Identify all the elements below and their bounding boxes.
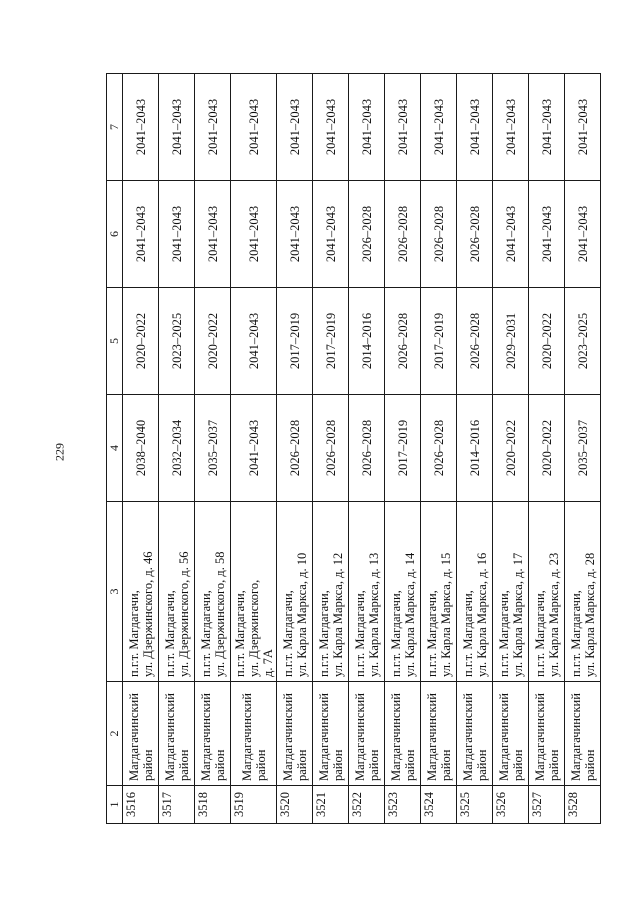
address-line: ул. Карла Маркса, д. 17 [510,552,525,677]
page-number: 229 [52,443,67,461]
period-cell-col4: 2026–2028 [349,395,385,502]
district-line: Магдагачинский [280,693,295,781]
district-line: район [474,749,489,781]
period-cell-col5: 2023–2025 [565,288,601,395]
period-cell-col7: 2041–2043 [231,74,277,181]
district-cell [159,682,195,786]
district-line: Магдагачинский [198,693,213,781]
period-cell-col5: 2017–2019 [421,288,457,395]
row-number-cell: 3521 [313,786,349,824]
table-row [421,74,457,824]
address-cell [195,502,231,682]
row-number-cell: 3520 [277,786,313,824]
address-line: п.г.т. Магдагачи, [280,590,295,677]
column-header-2: 2 [107,682,123,786]
district-line: район [330,749,345,781]
table-row [493,74,529,824]
row-number-cell: 3525 [457,786,493,824]
district-cell [277,682,313,786]
period-cell-col6: 2041–2043 [231,181,277,288]
district-line: район [510,749,525,781]
period-cell-col6: 2041–2043 [565,181,601,288]
address-line: ул. Карла Маркса, д. 10 [294,552,309,677]
period-cell-col4: 2020–2022 [493,395,529,502]
address-line: ул. Дзержинского, д. 46 [140,551,155,677]
column-header-5: 5 [107,288,123,395]
district-line: Магдагачинский [239,693,254,781]
address-cell [457,502,493,682]
period-cell-col5: 2041–2043 [231,288,277,395]
period-cell-col6: 2026–2028 [385,181,421,288]
district-cell [195,682,231,786]
district-line: Магдагачинский [388,693,403,781]
district-line: район [582,749,597,781]
period-cell-col7: 2041–2043 [195,74,231,181]
header-row [107,74,123,824]
table-row [565,74,601,824]
address-line: ул. Дзержинского, [246,579,261,677]
row-number-cell: 3523 [385,786,421,824]
period-cell-col7: 2041–2043 [421,74,457,181]
district-line: район [438,749,453,781]
row-number-cell: 3516 [123,786,159,824]
district-cell [349,682,385,786]
address-line: п.г.т. Магдагачи, [316,590,331,677]
period-cell-col5: 2026–2028 [457,288,493,395]
address-line: ул. Карла Маркса, д. 23 [546,552,561,677]
district-cell [565,682,601,786]
table-row [159,74,195,824]
address-line: ул. Карла Маркса, д. 13 [366,552,381,677]
table-row [277,74,313,824]
period-cell-col7: 2041–2043 [565,74,601,181]
district-cell [421,682,457,786]
address-cell [385,502,421,682]
district-cell [457,682,493,786]
district-cell [529,682,565,786]
district-line: район [366,749,381,781]
district-line: Магдагачинский [460,693,475,781]
address-line: п.г.т. Магдагачи, [126,590,141,677]
period-cell-col4: 2026–2028 [277,395,313,502]
table-body [123,74,601,824]
district-line: Магдагачинский [162,693,177,781]
period-cell-col4: 2026–2028 [421,395,457,502]
column-header-7: 7 [107,74,123,181]
address-cell [349,502,385,682]
district-cell [231,682,277,786]
table-row [349,74,385,824]
address-line: ул. Карла Маркса, д. 16 [474,552,489,677]
address-cell [159,502,195,682]
period-cell-col6: 2041–2043 [195,181,231,288]
period-cell-col6: 2041–2043 [529,181,565,288]
period-cell-col4: 2041–2043 [231,395,277,502]
district-cell [313,682,349,786]
address-line: ул. Карла Маркса, д. 28 [582,552,597,677]
district-line: район [546,749,561,781]
address-line: ул. Карла Маркса, д. 14 [402,552,417,677]
period-cell-col6: 2041–2043 [123,181,159,288]
address-cell [421,502,457,682]
row-number-cell: 3518 [195,786,231,824]
period-cell-col7: 2041–2043 [277,74,313,181]
address-line: п.г.т. Магдагачи, [424,590,439,677]
period-cell-col6: 2041–2043 [159,181,195,288]
address-line: ул. Дзержинского, д. 58 [212,551,227,677]
period-cell-col5: 2017–2019 [313,288,349,395]
address-line: ул. Карла Маркса, д. 15 [438,552,453,677]
district-line: район [253,749,268,781]
table-row [529,74,565,824]
data-table [106,73,601,824]
address-line: п.г.т. Магдагачи, [568,590,583,677]
period-cell-col7: 2041–2043 [493,74,529,181]
row-number-cell: 3526 [493,786,529,824]
row-number-cell: 3519 [231,786,277,824]
period-cell-col7: 2041–2043 [349,74,385,181]
address-cell [529,502,565,682]
table-row [123,74,159,824]
district-line: район [402,749,417,781]
period-cell-col5: 2020–2022 [195,288,231,395]
period-cell-col5: 2020–2022 [529,288,565,395]
period-cell-col5: 2026–2028 [385,288,421,395]
address-cell [231,502,277,682]
period-cell-col7: 2041–2043 [123,74,159,181]
address-cell [313,502,349,682]
address-line: п.г.т. Магдагачи, [532,590,547,677]
row-number-cell: 3524 [421,786,457,824]
district-line: Магдагачинский [532,693,547,781]
table-wrapper [106,74,596,824]
period-cell-col5: 2023–2025 [159,288,195,395]
period-cell-col5: 2020–2022 [123,288,159,395]
address-line: п.г.т. Магдагачи, [162,590,177,677]
address-line: п.г.т. Магдагачи, [232,590,247,677]
period-cell-col6: 2041–2043 [277,181,313,288]
address-line: д. 7А [260,649,275,677]
district-line: район [140,749,155,781]
period-cell-col4: 2035–2037 [565,395,601,502]
period-cell-col4: 2035–2037 [195,395,231,502]
table-row [457,74,493,824]
period-cell-col4: 2032–2034 [159,395,195,502]
period-cell-col7: 2041–2043 [385,74,421,181]
table-row [231,74,277,824]
address-line: ул. Карла Маркса, д. 12 [330,552,345,677]
address-cell [277,502,313,682]
district-line: Магдагачинский [424,693,439,781]
period-cell-col4: 2020–2022 [529,395,565,502]
period-cell-col7: 2041–2043 [159,74,195,181]
district-line: Магдагачинский [316,693,331,781]
table-row [313,74,349,824]
address-cell [565,502,601,682]
period-cell-col4: 2017–2019 [385,395,421,502]
table-row [385,74,421,824]
district-line: район [176,749,191,781]
district-cell [385,682,421,786]
column-header-4: 4 [107,395,123,502]
district-cell [493,682,529,786]
period-cell-col5: 2017–2019 [277,288,313,395]
period-cell-col5: 2014–2016 [349,288,385,395]
period-cell-col7: 2041–2043 [529,74,565,181]
address-line: п.г.т. Магдагачи, [496,590,511,677]
period-cell-col6: 2026–2028 [349,181,385,288]
period-cell-col6: 2041–2043 [313,181,349,288]
district-cell [123,682,159,786]
address-line: ул. Дзержинского, д. 56 [176,551,191,677]
district-line: Магдагачинский [496,693,511,781]
address-line: п.г.т. Магдагачи, [198,590,213,677]
period-cell-col5: 2029–2031 [493,288,529,395]
period-cell-col7: 2041–2043 [313,74,349,181]
row-number-cell: 3528 [565,786,601,824]
district-line: район [212,749,227,781]
row-number-cell: 3527 [529,786,565,824]
district-line: Магдагачинский [352,693,367,781]
column-header-3: 3 [107,502,123,682]
table-row [195,74,231,824]
address-cell [493,502,529,682]
column-header-1: 1 [107,786,123,824]
district-line: Магдагачинский [568,693,583,781]
column-header-6: 6 [107,181,123,288]
district-line: Магдагачинский [126,693,141,781]
row-number-cell: 3517 [159,786,195,824]
period-cell-col6: 2026–2028 [457,181,493,288]
period-cell-col7: 2041–2043 [457,74,493,181]
period-cell-col4: 2038–2040 [123,395,159,502]
period-cell-col4: 2014–2016 [457,395,493,502]
address-line: п.г.т. Магдагачи, [460,590,475,677]
address-cell [123,502,159,682]
row-number-cell: 3522 [349,786,385,824]
period-cell-col4: 2026–2028 [313,395,349,502]
address-line: п.г.т. Магдагачи, [352,590,367,677]
address-line: п.г.т. Магдагачи, [388,590,403,677]
district-line: район [294,749,309,781]
period-cell-col6: 2041–2043 [493,181,529,288]
period-cell-col6: 2026–2028 [421,181,457,288]
